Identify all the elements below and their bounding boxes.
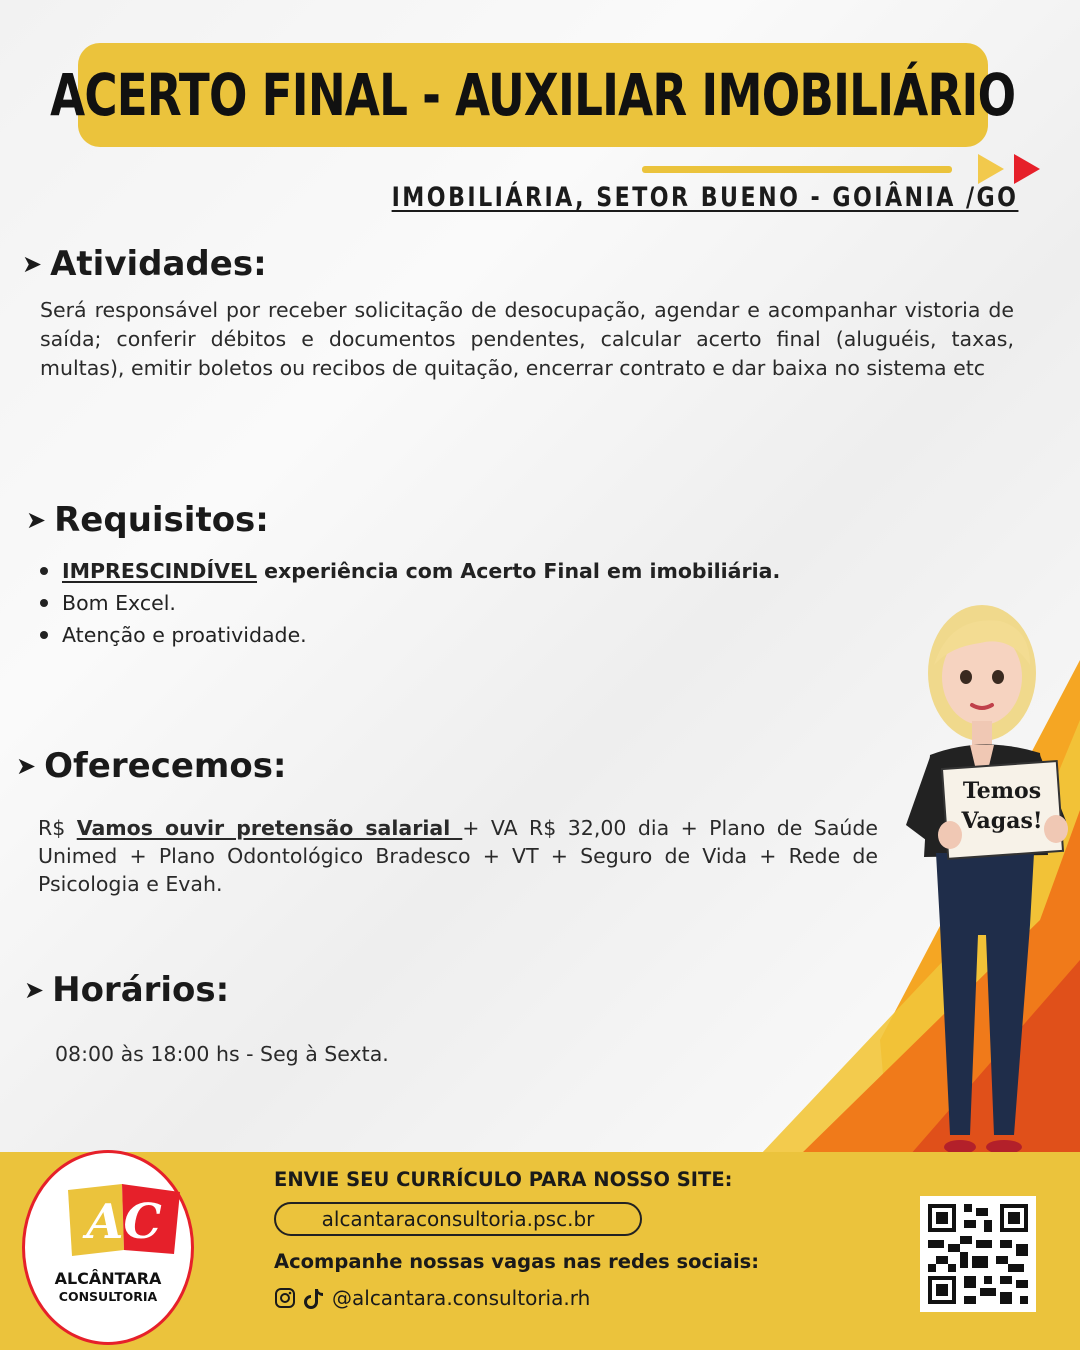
requirements-list xyxy=(40,555,780,651)
play-yellow-icon xyxy=(978,154,1004,184)
title-banner xyxy=(50,43,1016,147)
logo-subtitle: CONSULTORIA xyxy=(58,1289,158,1304)
play-red-icon xyxy=(1014,154,1040,184)
list-item xyxy=(40,619,780,651)
list-item xyxy=(40,555,780,587)
offer-heading xyxy=(16,746,287,786)
requirement-text: experiência com Acerto Final em imobiliária. xyxy=(257,559,781,583)
page-title: ACERTO FINAL - AUXILIAR IMOBILIÁRIO xyxy=(50,61,1016,129)
sign-line-2: Vagas! xyxy=(961,808,1043,834)
benefits-text: + VA R$ 32,00 dia + Plano de Saúde Unimed + Plano Odontológico Bradesco + VT + Seguro de Vida + Rede de Psicologia e Evah. xyxy=(38,816,878,896)
qr-code[interactable] xyxy=(920,1196,1036,1312)
requirements-heading xyxy=(26,500,269,540)
activities-heading-label: Atividades: xyxy=(50,244,267,284)
tiktok-icon[interactable] xyxy=(304,1287,324,1309)
arrowhead-icon: ➤ xyxy=(24,976,45,1004)
requirements-heading-label: Requisitos: xyxy=(54,500,269,540)
puzzle-logo-icon xyxy=(62,1180,188,1260)
arrowhead-icon: ➤ xyxy=(22,250,43,278)
avatar-character xyxy=(890,595,1080,1185)
decorative-line xyxy=(642,166,952,173)
bullet-icon xyxy=(40,567,48,575)
sign-line-1: Temos xyxy=(962,778,1042,804)
bullet-icon xyxy=(40,599,48,607)
salary-text: Vamos ouvir pretensão salarial xyxy=(76,816,463,840)
logo-letters: AC xyxy=(86,1194,162,1250)
arrowhead-icon: ➤ xyxy=(26,506,47,534)
job-location: IMOBILIÁRIA, SETOR BUENO - GOIÂNIA /GO xyxy=(391,182,1018,213)
send-cv-heading: ENVIE SEU CURRÍCULO PARA NOSSO SITE: xyxy=(274,1168,733,1191)
offer-heading-label: Oferecemos: xyxy=(44,746,287,786)
list-item xyxy=(40,587,780,619)
logo-name: ALCÂNTARA xyxy=(54,1269,162,1288)
bullet-icon xyxy=(40,631,48,639)
instagram-icon[interactable] xyxy=(274,1287,296,1309)
qr-code-icon xyxy=(928,1204,1028,1304)
requirement-text: Bom Excel. xyxy=(62,591,176,615)
requirement-text: Atenção e proatividade. xyxy=(62,623,307,647)
follow-heading: Acompanhe nossas vagas nas redes sociais: xyxy=(274,1250,760,1273)
social-handle[interactable]: @alcantara.consultoria.rh xyxy=(332,1286,591,1310)
site-link[interactable]: alcantaraconsultoria.psc.br xyxy=(274,1202,642,1236)
arrowhead-icon: ➤ xyxy=(16,752,37,780)
offer-text xyxy=(38,814,878,898)
hours-heading-label: Horários: xyxy=(52,970,230,1010)
activities-text: Será responsável por receber solicitação de desocupação, agendar e acompanhar vistoria de saída; conferir débitos e documentos pendentes, calcular acerto final (aluguéis, taxas, multas), emitir boletos ou recibos de quitação, encerrar contrato e dar baixa no sistema etc xyxy=(40,298,1014,380)
social-row xyxy=(274,1286,590,1310)
requirement-emphasis: IMPRESCINDÍVEL xyxy=(62,559,258,583)
hours-heading xyxy=(24,970,229,1010)
activities-heading xyxy=(22,244,267,284)
hours-text: 08:00 às 18:00 hs - Seg à Sexta. xyxy=(55,1042,389,1066)
offer-prefix: R$ xyxy=(38,816,77,840)
